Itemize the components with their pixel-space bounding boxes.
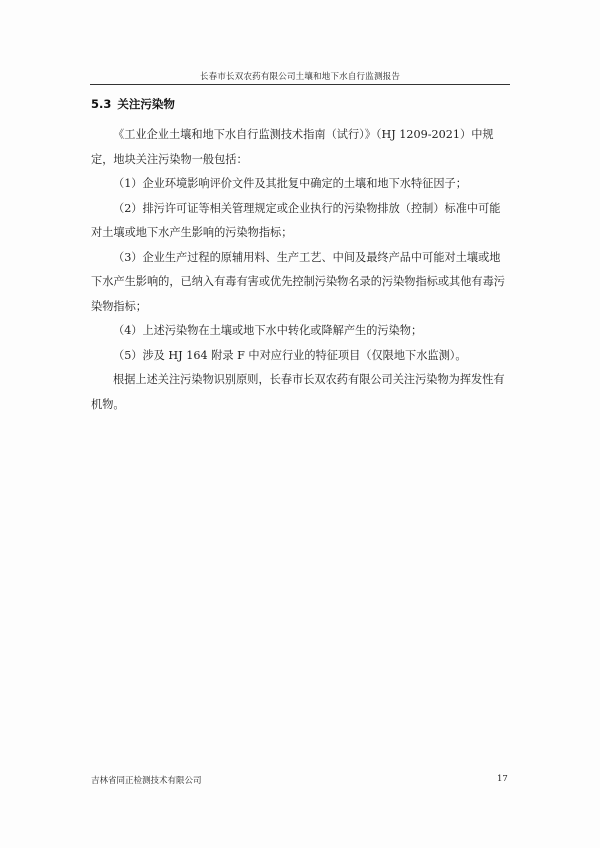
page-number: 17: [497, 774, 508, 784]
footer-company: 吉林省同正检测技术有限公司: [91, 776, 202, 786]
list-item-1: （1）企业环境影响评价文件及其批复中确定的土壤和地下水特征因子；: [113, 177, 467, 190]
list-item-5: （5）涉及 HJ 164 附录 F 中对应行业的特征项目（仅限地下水监测）。: [113, 348, 467, 362]
list-item-4: （4）上述污染物在土壤或地下水中转化或降解产生的污染物；: [113, 324, 423, 337]
section-number: 5.3: [91, 97, 112, 111]
section-heading: [91, 96, 175, 112]
header-divider: [90, 84, 510, 85]
section-title: 关注污染物: [117, 97, 175, 111]
page-header: 长春市长双农药有限公司土壤和地下水自行监测报告: [199, 72, 401, 82]
list-item-2: （2）排污许可证等相关管理规定或企业执行的污染物排放（控制）标准中可能对土壤或地下水产生影响的污染物指标；: [91, 201, 501, 239]
body-text: [91, 123, 509, 417]
list-item-3: （3）企业生产过程的原辅用料、生产工艺、中间及最终产品中可能对土壤或地下水产生影响的，已纳入有毒有害或优先控制污染物名录的污染物指标或其他有毒污染物指标；: [91, 250, 505, 313]
paragraph-conclusion: 根据上述关注污染物识别原则，长春市长双农药有限公司关注污染物为挥发性有机物。: [91, 373, 505, 411]
paragraph-intro: 《工业企业土壤和地下水自行监测技术指南（试行）》（HJ 1209-2021）中规定，地块关注污染物一般包括：: [91, 128, 494, 166]
